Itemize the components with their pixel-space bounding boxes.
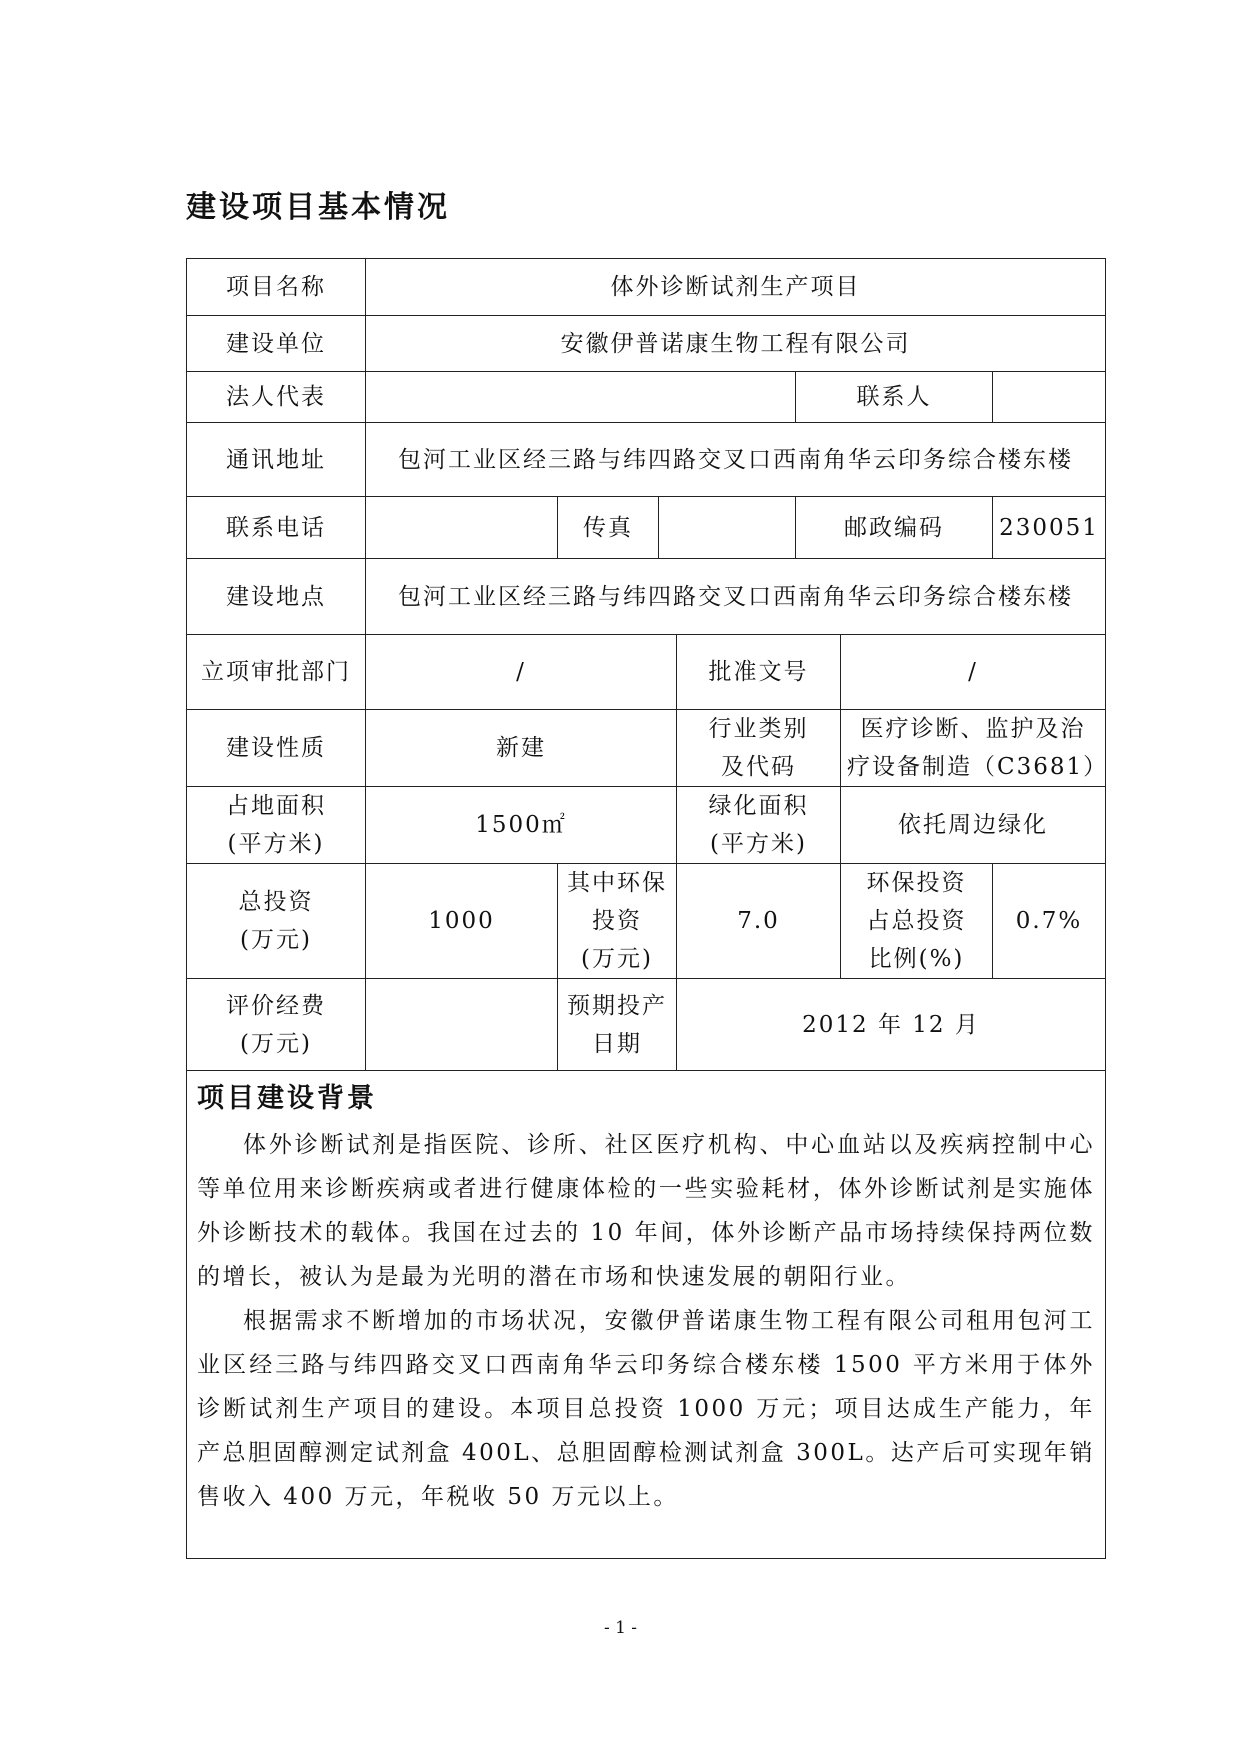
area-value: 1500㎡ xyxy=(366,787,677,864)
background-heading: 项目建设背景 xyxy=(197,1083,377,1114)
env-investment-label-line-1: 其中环保投资 xyxy=(567,870,667,934)
fax-label: 传真 xyxy=(558,497,659,559)
area-label-line-2: (平方米) xyxy=(227,831,325,857)
phone-value xyxy=(366,497,558,559)
postal-label: 邮政编码 xyxy=(796,497,993,559)
fee-label-line-1: 评价经费 xyxy=(226,992,326,1019)
phone-label: 联系电话 xyxy=(187,497,366,559)
industry-value-line-2: 疗设备制造（C3681） xyxy=(847,754,1109,780)
green-value: 依托周边绿化 xyxy=(841,787,1106,864)
industry-value xyxy=(841,710,1109,787)
green-label xyxy=(677,787,841,864)
row-unit xyxy=(187,316,1106,372)
approval-doc-value: / xyxy=(841,635,1106,710)
row-fee xyxy=(187,979,1106,1071)
contact-label: 联系人 xyxy=(796,372,993,423)
industry-label xyxy=(677,710,841,787)
production-date-value: 2012 年 12 月 xyxy=(677,979,1106,1071)
env-ratio-value: 0.7% xyxy=(993,864,1106,979)
investment-value: 1000 xyxy=(366,864,558,979)
industry-label-line-1: 行业类别 xyxy=(708,716,809,742)
row-legal-rep xyxy=(187,372,1106,423)
nature-value: 新建 xyxy=(366,710,677,787)
investment-label-line-1: 总投资 xyxy=(238,889,314,915)
row-background xyxy=(187,1071,1106,1559)
env-investment-value: 7.0 xyxy=(677,864,841,979)
nature-label: 建设性质 xyxy=(187,710,366,787)
fax-value xyxy=(659,497,796,559)
page-number: - 1 - xyxy=(603,1618,638,1638)
unit-value: 安徽伊普诺康生物工程有限公司 xyxy=(366,316,1106,372)
green-label-line-2: (平方米) xyxy=(710,831,807,857)
unit-label: 建设单位 xyxy=(187,316,366,372)
area-label-line-1: 占地面积 xyxy=(226,793,326,819)
page-title: 建设项目基本情况 xyxy=(186,190,450,225)
legal-rep-label: 法人代表 xyxy=(187,372,366,423)
project-name-value: 体外诊断试剂生产项目 xyxy=(366,259,1106,316)
env-ratio-label xyxy=(841,864,993,979)
env-ratio-label-line-1: 环保投资 xyxy=(866,870,967,896)
postal-value: 230051 xyxy=(993,497,1106,559)
env-ratio-label-line-2: 占总投资 xyxy=(866,908,967,934)
investment-label-line-2: (万元) xyxy=(240,927,312,953)
project-info-table xyxy=(186,258,1109,1559)
row-investment xyxy=(187,864,1106,979)
approval-label: 立项审批部门 xyxy=(187,635,366,710)
address-label: 通讯地址 xyxy=(187,423,366,497)
row-nature xyxy=(187,710,1106,787)
env-ratio-label-line-3: 比例(%) xyxy=(868,946,965,972)
env-investment-label xyxy=(558,864,677,979)
background-paragraph-1: 体外诊断试剂是指医院、诊所、社区医疗机构、中心血站以及疾病控制中心等单位用来诊断疾病或者进行健康体检的一些实验耗材，体外诊断试剂是实施体外诊断技术的载体。我国在过去的 10 年间，体外诊断产品市场持续保持两位数的增长，被认为是最为光明的潜在市场和快速发展的朝阳行业。 xyxy=(197,1132,1095,1290)
background-paragraph-2: 根据需求不断增加的市场状况，安徽伊普诺康生物工程有限公司租用包河工业区经三路与纬四路交叉口西南角华云印务综合楼东楼 1500 平方米用于体外诊断试剂生产项目的建设。本项目总投资 1000 万元；项目达成生产能力，年产总胆固醇测定试剂盒 400L、总胆固醇检测试剂盒 300L。达产后可实现年销售收入 400 万元，年税收 50 万元以上。 xyxy=(197,1308,1095,1510)
fee-label xyxy=(187,979,366,1071)
industry-value-line-1: 医疗诊断、监护及治 xyxy=(860,716,1086,742)
area-label xyxy=(187,787,366,864)
production-date-label: 预期投产日期 xyxy=(558,979,677,1071)
legal-rep-value xyxy=(366,372,796,423)
row-area xyxy=(187,787,1106,864)
background-section xyxy=(187,1071,1106,1559)
address-value: 包河工业区经三路与纬四路交叉口西南角华云印务综合楼东楼 xyxy=(366,423,1106,497)
contact-value xyxy=(993,372,1106,423)
row-project-name xyxy=(187,259,1106,316)
industry-label-line-2: 及代码 xyxy=(721,754,796,780)
green-label-line-1: 绿化面积 xyxy=(708,793,809,819)
site-label: 建设地点 xyxy=(187,559,366,635)
row-site xyxy=(187,559,1106,635)
project-name-label: 项目名称 xyxy=(187,259,366,316)
fee-label-line-2: (万元) xyxy=(240,1030,312,1057)
investment-label xyxy=(187,864,366,979)
row-address xyxy=(187,423,1106,497)
approval-value: / xyxy=(366,635,677,710)
env-investment-label-line-2: (万元) xyxy=(581,946,653,972)
site-value: 包河工业区经三路与纬四路交叉口西南角华云印务综合楼东楼 xyxy=(366,559,1106,635)
approval-doc-label: 批准文号 xyxy=(677,635,841,710)
row-approval xyxy=(187,635,1106,710)
row-phone xyxy=(187,497,1106,559)
fee-value xyxy=(366,979,558,1071)
